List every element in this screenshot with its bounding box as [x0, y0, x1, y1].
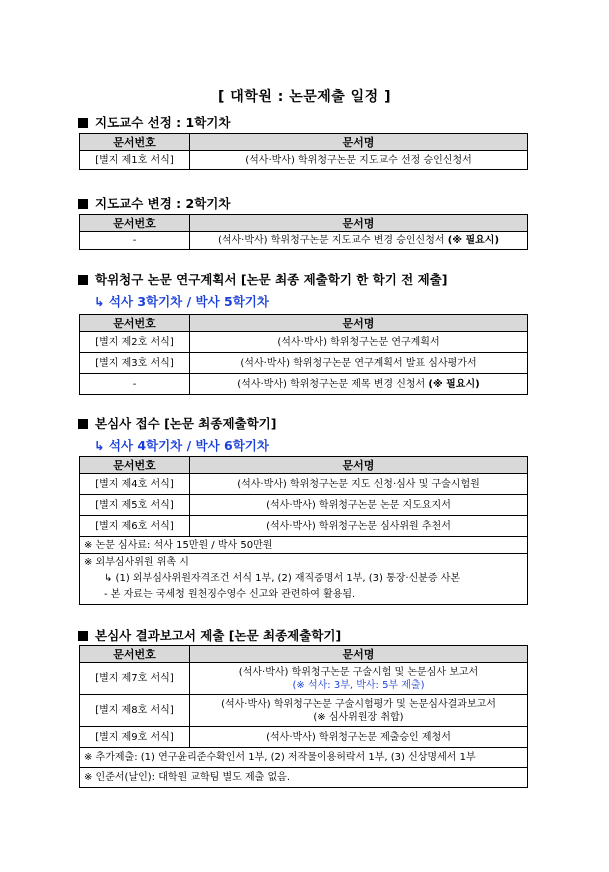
- review-fee-note: ※ 논문 심사료: 석사 15만원 / 박사 50만원: [80, 537, 528, 554]
- table-row: [80, 495, 528, 516]
- doc-name: (석사·박사) 학위청구논문 연구계획서: [190, 332, 528, 353]
- doc-name-cell: [190, 663, 528, 695]
- section-heading-text: 지도교수 변경 : 2학기차: [95, 196, 231, 211]
- page-title: [ 대학원 : 논문제출 일정 ]: [218, 89, 391, 105]
- table-row: [80, 374, 528, 395]
- section-heading-main-review: [78, 414, 276, 432]
- col-header-doc-name: 문서명: [190, 646, 528, 663]
- doc-name: (석사·박사) 학위청구논문 구술시험 및 논문심사 보고서: [238, 666, 479, 678]
- doc-name: (석사·박사) 학위청구논문 연구계획서 발표 심사평가서: [190, 353, 528, 374]
- table-header-row: [80, 646, 528, 663]
- col-header-doc-name: 문서명: [190, 134, 528, 151]
- doc-number: [별지 제2호 서식]: [80, 332, 190, 353]
- external-reviewer-note: [80, 554, 528, 605]
- doc-name: (석사·박사) 학위청구논문 제목 변경 신청서: [237, 378, 426, 390]
- col-header-doc-number: 문서번호: [80, 134, 190, 151]
- note-row: [80, 537, 528, 554]
- doc-name: (석사·박사) 학위청구논문 제출승인 제청서: [190, 727, 528, 748]
- square-bullet-icon: [78, 199, 88, 209]
- section-heading-advisor-selection: [78, 113, 230, 131]
- table-header-row: [80, 315, 528, 332]
- external-reviewer-documents: ↳ (1) 외부심사위원자격조건 서식 1부, (2) 재직증명서 1부, (3) 통장·신분증 사본: [104, 573, 461, 584]
- col-header-doc-number: 문서번호: [80, 315, 190, 332]
- table-row: [80, 663, 528, 695]
- section-heading-research-plan: [78, 270, 447, 288]
- doc-number: -: [80, 374, 190, 395]
- col-header-doc-number: 문서번호: [80, 646, 190, 663]
- seal-certificate-note: ※ 인준서(날인): 대학원 교학팀 별도 제출 없음.: [80, 768, 528, 788]
- square-bullet-icon: [78, 118, 88, 128]
- square-bullet-icon: [78, 419, 88, 429]
- table-row: [80, 727, 528, 748]
- note-row: [80, 554, 528, 605]
- result-report-table: [79, 645, 528, 788]
- table-row: [80, 232, 528, 250]
- section-heading-text: 본심사 접수 [논문 최종제출학기]: [95, 416, 277, 431]
- doc-name-cell: [190, 695, 528, 727]
- table-header-row: [80, 457, 528, 474]
- chair-collect-note: (※ 심사위원장 취합): [313, 711, 404, 723]
- table-row: [80, 695, 528, 727]
- section-heading-advisor-change: [78, 194, 230, 212]
- doc-name: (석사·박사) 학위청구논문 지도 신청·심사 및 구술시험원: [190, 474, 528, 495]
- doc-name-cell: [190, 374, 528, 395]
- doc-number: [별지 제7호 서식]: [80, 663, 190, 695]
- advisor-change-table: [79, 214, 528, 250]
- note-row: [80, 748, 528, 768]
- section-heading-result-report: [78, 626, 341, 644]
- external-reviewer-usage-note: - 본 자료는 국세청 원천징수영수 신고와 관련하여 활용됨.: [104, 589, 356, 600]
- table-row: [80, 151, 528, 170]
- col-header-doc-number: 문서번호: [80, 215, 190, 232]
- doc-number: -: [80, 232, 190, 250]
- col-header-doc-name: 문서명: [190, 315, 528, 332]
- col-header-doc-name: 문서명: [190, 457, 528, 474]
- table-row: [80, 474, 528, 495]
- if-needed-note: (※ 필요시): [447, 235, 500, 246]
- table-row: [80, 353, 528, 374]
- additional-submission-note: ※ 추가제출: (1) 연구윤리준수확인서 1부, (2) 저작물이용허락서 1부, (3) 신상명세서 1부: [80, 748, 528, 768]
- doc-number: [별지 제4호 서식]: [80, 474, 190, 495]
- square-bullet-icon: [78, 275, 88, 285]
- doc-name: (석사·박사) 학위청구논문 지도교수 변경 승인신청서: [217, 235, 445, 246]
- doc-name-cell: [190, 232, 528, 250]
- section-subheading-semesters: ↳ 석사 3학기차 / 박사 5학기차: [94, 294, 269, 309]
- doc-number: [별지 제3호 서식]: [80, 353, 190, 374]
- doc-number: [별지 제6호 서식]: [80, 516, 190, 537]
- table-row: [80, 332, 528, 353]
- col-header-doc-name: 문서명: [190, 215, 528, 232]
- section-subheading-semesters: ↳ 석사 4학기차 / 박사 6학기차: [94, 438, 269, 453]
- doc-number: [별지 제9호 서식]: [80, 727, 190, 748]
- table-row: [80, 516, 528, 537]
- section-heading-text: 학위청구 논문 연구계획서 [논문 최종 제출학기 한 학기 전 제출]: [95, 272, 448, 287]
- doc-name: (석사·박사) 학위청구논문 논문 지도요지서: [190, 495, 528, 516]
- note-row: [80, 768, 528, 788]
- doc-name: (석사·박사) 학위청구논문 심사위원 추천서: [190, 516, 528, 537]
- section-heading-text: 지도교수 선정 : 1학기차: [95, 115, 231, 130]
- table-header-row: [80, 215, 528, 232]
- copies-note: (※ 석사: 3부, 박사: 5부 제출): [292, 679, 425, 691]
- advisor-selection-table: [79, 133, 528, 170]
- main-review-table: [79, 456, 528, 605]
- doc-name: (석사·박사) 학위청구논문 구술시험평가 및 논문심사결과보고서: [221, 698, 496, 710]
- doc-number: [별지 제5호 서식]: [80, 495, 190, 516]
- research-plan-table: [79, 314, 528, 395]
- square-bullet-icon: [78, 631, 88, 641]
- col-header-doc-number: 문서번호: [80, 457, 190, 474]
- section-heading-text: 본심사 결과보고서 제출 [논문 최종제출학기]: [95, 628, 342, 643]
- doc-number: [별지 제8호 서식]: [80, 695, 190, 727]
- table-header-row: [80, 134, 528, 151]
- if-needed-note: (※ 필요시): [428, 378, 480, 390]
- external-reviewer-note-title: ※ 외부심사위원 위촉 시: [84, 557, 189, 568]
- doc-number: [별지 제1호 서식]: [80, 151, 190, 170]
- doc-name: (석사·박사) 학위청구논문 지도교수 선정 승인신청서: [190, 151, 528, 170]
